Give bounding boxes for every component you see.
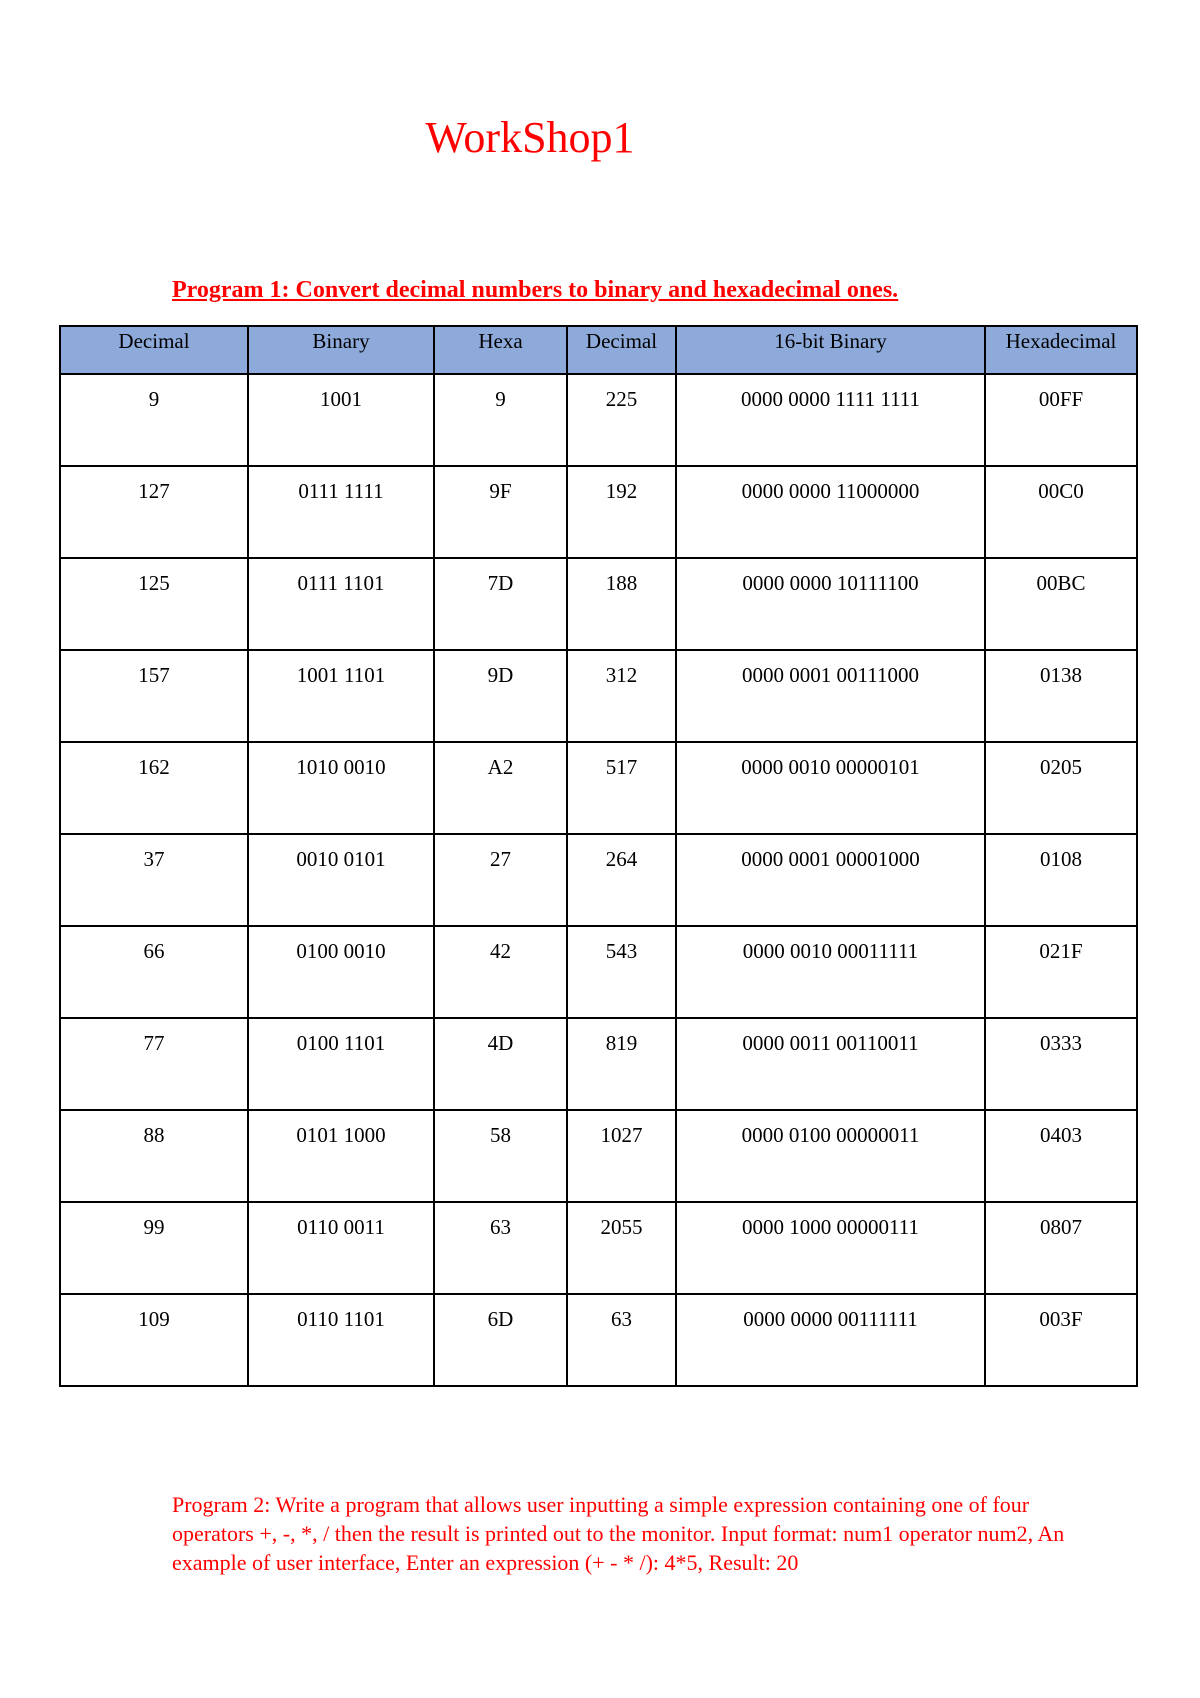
table-cell: 003F xyxy=(985,1294,1137,1386)
table-body xyxy=(60,374,1137,1386)
table-cell: 0000 0001 00111000 xyxy=(676,650,985,742)
table-cell: 312 xyxy=(567,650,676,742)
table-header xyxy=(60,326,1137,374)
table-cell: 517 xyxy=(567,742,676,834)
table-cell: 1001 xyxy=(248,374,434,466)
table-cell: 264 xyxy=(567,834,676,926)
table-cell: 0000 1000 00000111 xyxy=(676,1202,985,1294)
table-cell: 188 xyxy=(567,558,676,650)
column-header: Hexadecimal xyxy=(985,326,1137,374)
table-cell: 6D xyxy=(434,1294,567,1386)
table-cell: 63 xyxy=(567,1294,676,1386)
table-cell: 42 xyxy=(434,926,567,1018)
table-cell: 0333 xyxy=(985,1018,1137,1110)
table-cell: 9F xyxy=(434,466,567,558)
table-cell: 00BC xyxy=(985,558,1137,650)
table-cell: 157 xyxy=(60,650,248,742)
column-header: 16-bit Binary xyxy=(676,326,985,374)
column-header: Decimal xyxy=(60,326,248,374)
table-cell: 0000 0000 1111 1111 xyxy=(676,374,985,466)
table-cell: 0403 xyxy=(985,1110,1137,1202)
table-cell: 37 xyxy=(60,834,248,926)
table-row xyxy=(60,374,1137,466)
column-header: Binary xyxy=(248,326,434,374)
table-row xyxy=(60,834,1137,926)
table-row xyxy=(60,466,1137,558)
table-cell: 77 xyxy=(60,1018,248,1110)
table-cell: 0100 1101 xyxy=(248,1018,434,1110)
column-header: Decimal xyxy=(567,326,676,374)
table-row xyxy=(60,926,1137,1018)
table-cell: 99 xyxy=(60,1202,248,1294)
table-cell: 225 xyxy=(567,374,676,466)
table-cell: 63 xyxy=(434,1202,567,1294)
table-row xyxy=(60,650,1137,742)
table-cell: 109 xyxy=(60,1294,248,1386)
column-header: Hexa xyxy=(434,326,567,374)
table-cell: 1027 xyxy=(567,1110,676,1202)
table-row xyxy=(60,1018,1137,1110)
table-cell: 2055 xyxy=(567,1202,676,1294)
table-cell: 66 xyxy=(60,926,248,1018)
table-cell: 58 xyxy=(434,1110,567,1202)
program1-heading: Program 1: Convert decimal numbers to binary and hexadecimal ones. xyxy=(172,277,899,303)
table-cell: 9D xyxy=(434,650,567,742)
table-cell: 125 xyxy=(60,558,248,650)
table-cell: 00C0 xyxy=(985,466,1137,558)
table-cell: 0111 1111 xyxy=(248,466,434,558)
table-cell: 0110 0011 xyxy=(248,1202,434,1294)
table-cell: 127 xyxy=(60,466,248,558)
table-cell: 0000 0000 00111111 xyxy=(676,1294,985,1386)
table-cell: 021F xyxy=(985,926,1137,1018)
table-cell: 0101 1000 xyxy=(248,1110,434,1202)
table-row xyxy=(60,1110,1137,1202)
table-cell: 27 xyxy=(434,834,567,926)
table-cell: 4D xyxy=(434,1018,567,1110)
table-cell: 0111 1101 xyxy=(248,558,434,650)
table-cell: 1001 1101 xyxy=(248,650,434,742)
table-cell: 192 xyxy=(567,466,676,558)
table-cell: 00FF xyxy=(985,374,1137,466)
table-row xyxy=(60,1294,1137,1386)
table-cell: 0807 xyxy=(985,1202,1137,1294)
table-row xyxy=(60,742,1137,834)
table-cell: 819 xyxy=(567,1018,676,1110)
table-cell: A2 xyxy=(434,742,567,834)
table-cell: 0000 0010 00000101 xyxy=(676,742,985,834)
table-cell: 9 xyxy=(434,374,567,466)
program2-description: Program 2: Write a program that allows user inputting a simple expression containing one of four operators +, -, *, / then the result is printed out to the monitor. Input format: num1 operator num2, An example of user interface, Enter an expression (+ - * /): 4*5, Result: 20 xyxy=(172,1492,1065,1575)
table-cell: 1010 0010 xyxy=(248,742,434,834)
table-cell: 0000 0000 11000000 xyxy=(676,466,985,558)
table-cell: 0000 0001 00001000 xyxy=(676,834,985,926)
table-cell: 0010 0101 xyxy=(248,834,434,926)
table-cell: 9 xyxy=(60,374,248,466)
table-cell: 0000 0010 00011111 xyxy=(676,926,985,1018)
table-cell: 0100 0010 xyxy=(248,926,434,1018)
conversion-table xyxy=(59,325,1138,1387)
table-cell: 543 xyxy=(567,926,676,1018)
document-title: WorkShop1 xyxy=(425,113,635,162)
table-cell: 0000 0011 00110011 xyxy=(676,1018,985,1110)
table-row xyxy=(60,558,1137,650)
table-cell: 162 xyxy=(60,742,248,834)
table-cell: 0000 0000 10111100 xyxy=(676,558,985,650)
table-cell: 0205 xyxy=(985,742,1137,834)
table-cell: 0110 1101 xyxy=(248,1294,434,1386)
table-cell: 0108 xyxy=(985,834,1137,926)
table-row xyxy=(60,1202,1137,1294)
table-cell: 0138 xyxy=(985,650,1137,742)
table-cell: 88 xyxy=(60,1110,248,1202)
table-cell: 7D xyxy=(434,558,567,650)
table-header-row xyxy=(60,326,1137,374)
table-cell: 0000 0100 00000011 xyxy=(676,1110,985,1202)
